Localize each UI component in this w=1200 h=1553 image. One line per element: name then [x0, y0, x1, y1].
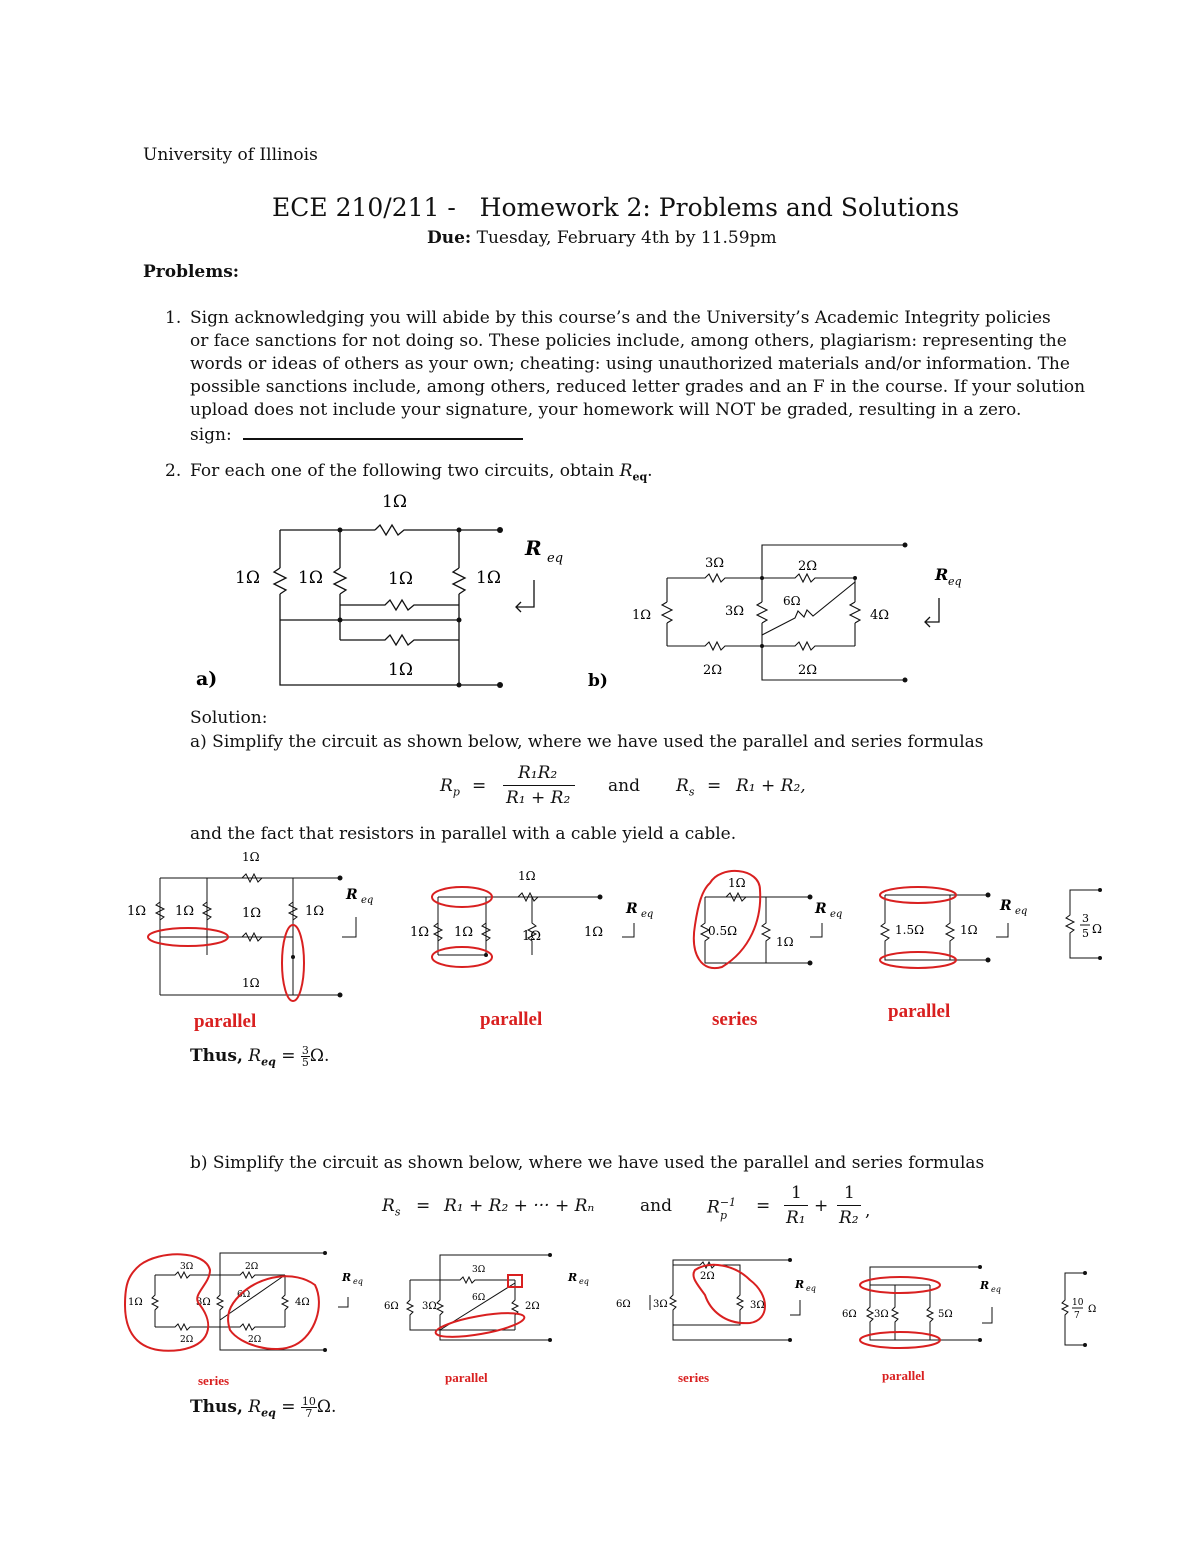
formula-b-rs-subscript: s: [394, 1205, 401, 1219]
solution-b-steps: [110, 1245, 1130, 1395]
thus-b-unit: Ω.: [316, 1397, 337, 1417]
circuit-b-bottom-left-value: 2Ω: [703, 663, 723, 678]
s3-right: 1Ω: [776, 935, 794, 949]
thus-b-req-sub: eq: [261, 1406, 276, 1420]
s4-right: 1Ω: [960, 923, 978, 937]
formula-b-eq2: =: [756, 1196, 771, 1216]
circuit-a-right-value: 1Ω: [476, 568, 501, 588]
s4-req-sub: eq: [1015, 906, 1028, 917]
b1-r1: 2Ω: [245, 1262, 259, 1272]
formula-a-fraction-bar: [503, 785, 575, 786]
final-b-num: 10: [1072, 1298, 1084, 1308]
formula-a-num: R₁R₂: [518, 763, 558, 783]
formula-b-f2-den: R₂: [839, 1208, 859, 1228]
b3-r0: 2Ω: [700, 1271, 715, 1282]
thus-b: [190, 1396, 336, 1424]
formula-b-f1-den: R₁: [786, 1208, 806, 1228]
s1-top: 1Ω: [242, 850, 260, 864]
formula-b-rs: [382, 1196, 400, 1218]
circuit-a-second-value: 1Ω: [298, 568, 323, 588]
problem1-line-2: or face sanctions for not doing so. These policies include, among others, plagiarism: representing the: [190, 331, 1067, 351]
b1-r3: 3Ω: [196, 1297, 211, 1308]
circuit-a-bottom-value: 1Ω: [388, 660, 413, 680]
thus-a-req-sub: eq: [261, 1055, 276, 1069]
thus-b-fraction: [301, 1396, 317, 1419]
problem1-line-3: words or ideas of others as your own; cheating: using unauthorized materials and/or information. The: [190, 354, 1070, 374]
b3-r3: 3Ω: [750, 1300, 765, 1311]
circuit-b-req: R: [935, 565, 949, 584]
formula-a-den: R₁ + R₂: [506, 788, 571, 808]
b1-r4: 6Ω: [237, 1290, 251, 1300]
step-a4-label: parallel: [888, 1001, 951, 1022]
b1-r5: 4Ω: [295, 1297, 310, 1308]
problem1-number: 1.: [165, 308, 182, 328]
b2-req: R: [568, 1271, 578, 1284]
formula-b-f1-bar: [784, 1205, 808, 1206]
b2-r2: 3Ω: [422, 1301, 437, 1312]
period: .: [647, 461, 653, 481]
s3-left: 0.5Ω: [708, 924, 738, 938]
b4-r0: 6Ω: [842, 1309, 857, 1320]
b1-r0: 3Ω: [180, 1262, 194, 1272]
signature-line[interactable]: [243, 438, 523, 440]
step-b3-label: series: [678, 1370, 710, 1385]
circuit-b-right-value: 4Ω: [870, 608, 890, 623]
s4-left: 1.5Ω: [895, 923, 925, 937]
problem1-line-4: possible sanctions include, among others, reduced letter grades and an F in the course. If your solution: [190, 377, 1086, 397]
s2-right: 1Ω: [584, 925, 604, 940]
b1-req-sub: eq: [353, 1277, 363, 1286]
formula-a-rs: [676, 776, 694, 798]
b1-req: R: [342, 1271, 352, 1284]
circuit-b-middle-value: 3Ω: [725, 604, 745, 619]
final-b-unit: Ω: [1088, 1304, 1097, 1315]
formula-b-f1-num: 1: [791, 1183, 802, 1203]
b4-req: R: [980, 1279, 990, 1292]
b1-r2: 1Ω: [128, 1297, 143, 1308]
b2-r0: 3Ω: [472, 1265, 486, 1275]
rp-subscript: p: [452, 785, 460, 799]
formula-b-rs-symbol: R: [382, 1196, 395, 1216]
rs-symbol: R: [676, 776, 689, 796]
institution: University of Illinois: [143, 145, 318, 165]
solution-a-intro: a) Simplify the circuit as shown below, where we have used the parallel and series formulas: [190, 732, 984, 752]
formula-a: [440, 763, 820, 813]
s3-req: R: [815, 901, 827, 917]
s2-req-sub: eq: [641, 909, 654, 920]
formula-b-comma: ,: [865, 1201, 871, 1221]
b2-r1: 6Ω: [384, 1301, 399, 1312]
sign-label: sign:: [190, 425, 232, 445]
thus-a-unit: Ω.: [309, 1046, 330, 1066]
final-a-unit: Ω: [1092, 922, 1102, 936]
problem1-line-5: upload does not include your signature, your homework will NOT be graded, resulting in a zero.: [190, 400, 1022, 420]
formula-b-rp-symbol: R: [707, 1197, 720, 1218]
step-b1-label: series: [198, 1373, 230, 1388]
circuit-b-label: b): [588, 671, 608, 691]
s1-req: R: [346, 887, 358, 903]
circuit-a-label: a): [196, 668, 218, 690]
s2-left2: 1Ω: [454, 925, 474, 940]
thus-a-den: 5: [301, 1056, 309, 1069]
thus-b-label: Thus,: [190, 1397, 243, 1417]
formula-b-rp-sup: −1: [719, 1196, 737, 1209]
formula-b-and: and: [640, 1196, 672, 1216]
thus-b-eq: =: [281, 1397, 296, 1417]
page-title: [272, 193, 959, 222]
thus-a-fraction: [301, 1045, 310, 1068]
b4-r2: 5Ω: [938, 1309, 953, 1320]
s1-left: 1Ω: [127, 904, 147, 919]
b2-r4: 2Ω: [525, 1301, 540, 1312]
s2-mid: 1Ω: [522, 929, 542, 944]
s3-top: 1Ω: [728, 876, 746, 890]
circuit-a-req: R: [525, 536, 542, 560]
final-b-den: 7: [1074, 1311, 1080, 1321]
b3-req: R: [795, 1278, 805, 1291]
circuit-b-left-value: 1Ω: [632, 608, 652, 623]
formula-b-rp-sub: p: [720, 1209, 728, 1222]
s1-left2: 1Ω: [175, 904, 195, 919]
solution-b-intro: b) Simplify the circuit as shown below, where we have used the parallel and series formulas: [190, 1153, 985, 1173]
problem2-statement: For each one of the following two circuits, obtain: [190, 461, 615, 481]
b3-r1: 6Ω: [616, 1299, 631, 1310]
b3-req-sub: eq: [806, 1284, 816, 1293]
thus-b-den: 7: [305, 1407, 313, 1420]
due-date: [427, 227, 777, 250]
circuit-b-diag-value: 6Ω: [783, 594, 801, 608]
due-label: Due:: [427, 228, 472, 248]
formula-b-f2-bar: [837, 1205, 861, 1206]
step-b2-label: parallel: [445, 1370, 488, 1385]
title-text: Homework 2: Problems and Solutions: [479, 193, 960, 222]
b2-req-sub: eq: [579, 1277, 589, 1286]
b4-req-sub: eq: [991, 1285, 1001, 1294]
formula-a-eq2: =: [707, 776, 722, 796]
thus-a-num: 3: [301, 1044, 309, 1057]
req-subscript: eq: [632, 470, 648, 484]
circuit-b-top-right-value: 2Ω: [798, 559, 818, 574]
s1-req-sub: eq: [361, 895, 374, 906]
step-b4-label: parallel: [882, 1368, 925, 1383]
problem1-line-1: Sign acknowledging you will abide by this course’s and the University’s Academic Integrity policies: [190, 308, 1051, 328]
circuit-a-diagram: [180, 480, 600, 695]
formula-b-rhs: R₁ + R₂ + ··· + Rₙ: [444, 1196, 595, 1216]
final-a-num: 3: [1082, 912, 1089, 925]
due-text: Tuesday, February 4th by 11.59pm: [476, 228, 777, 248]
s1-mid: 1Ω: [242, 906, 262, 921]
s1-bot: 1Ω: [242, 976, 260, 990]
s1-right: 1Ω: [305, 904, 325, 919]
b1-r6: 2Ω: [180, 1335, 194, 1345]
formula-a-and: and: [608, 776, 640, 796]
formula-b: [382, 1183, 902, 1233]
s2-left: 1Ω: [410, 925, 430, 940]
b1-r7: 2Ω: [248, 1335, 262, 1345]
formula-a-rhs: R₁ + R₂,: [736, 776, 806, 796]
course-code: ECE 210/211 -: [272, 193, 456, 222]
step-a2-label: parallel: [480, 1009, 543, 1030]
circuit-b-top-left-value: 3Ω: [705, 556, 725, 571]
circuit-a-top-value: 1Ω: [382, 492, 407, 512]
formula-b-f2-num: 1: [844, 1183, 855, 1203]
cable-text: and the fact that resistors in parallel with a cable yield a cable.: [190, 824, 737, 844]
solution-a-steps: [110, 845, 1130, 1035]
s2-req: R: [626, 901, 638, 917]
b3-r2: 3Ω: [653, 1299, 668, 1310]
circuit-a-middle-value: 1Ω: [388, 569, 413, 589]
circuit-a-left-value: 1Ω: [235, 568, 260, 588]
step-a1-label: parallel: [194, 1011, 257, 1032]
problem2-number: 2.: [165, 461, 182, 481]
thus-b-req: R: [248, 1397, 262, 1417]
s4-req: R: [1000, 898, 1012, 914]
circuit-a-req-sub: eq: [547, 551, 564, 566]
formula-a-rp: [440, 776, 460, 798]
req-symbol: R: [619, 461, 633, 481]
formula-a-eq1: =: [472, 776, 487, 796]
circuit-b-diagram: [585, 540, 1005, 700]
thus-a-eq: =: [281, 1046, 296, 1066]
solution-heading: Solution:: [190, 708, 268, 728]
s3-req-sub: eq: [830, 909, 843, 920]
circuit-b-req-sub: eq: [948, 575, 962, 588]
rp-symbol: R: [440, 776, 453, 796]
final-a-den: 5: [1082, 927, 1089, 940]
thus-a-req: R: [248, 1046, 262, 1066]
b4-r1: 3Ω: [874, 1309, 889, 1320]
thus-b-num: 10: [301, 1395, 316, 1408]
formula-b-eq1: =: [416, 1196, 431, 1216]
thus-a: [190, 1045, 329, 1073]
formula-b-plus: +: [814, 1196, 829, 1216]
thus-a-label: Thus,: [190, 1046, 243, 1066]
problems-heading: Problems:: [143, 262, 240, 282]
circuit-b-bottom-right-value: 2Ω: [798, 663, 818, 678]
s2-top: 1Ω: [518, 869, 536, 883]
rs-subscript: s: [688, 785, 695, 799]
b2-r3: 6Ω: [472, 1293, 486, 1303]
step-a3-label: series: [712, 1009, 758, 1030]
